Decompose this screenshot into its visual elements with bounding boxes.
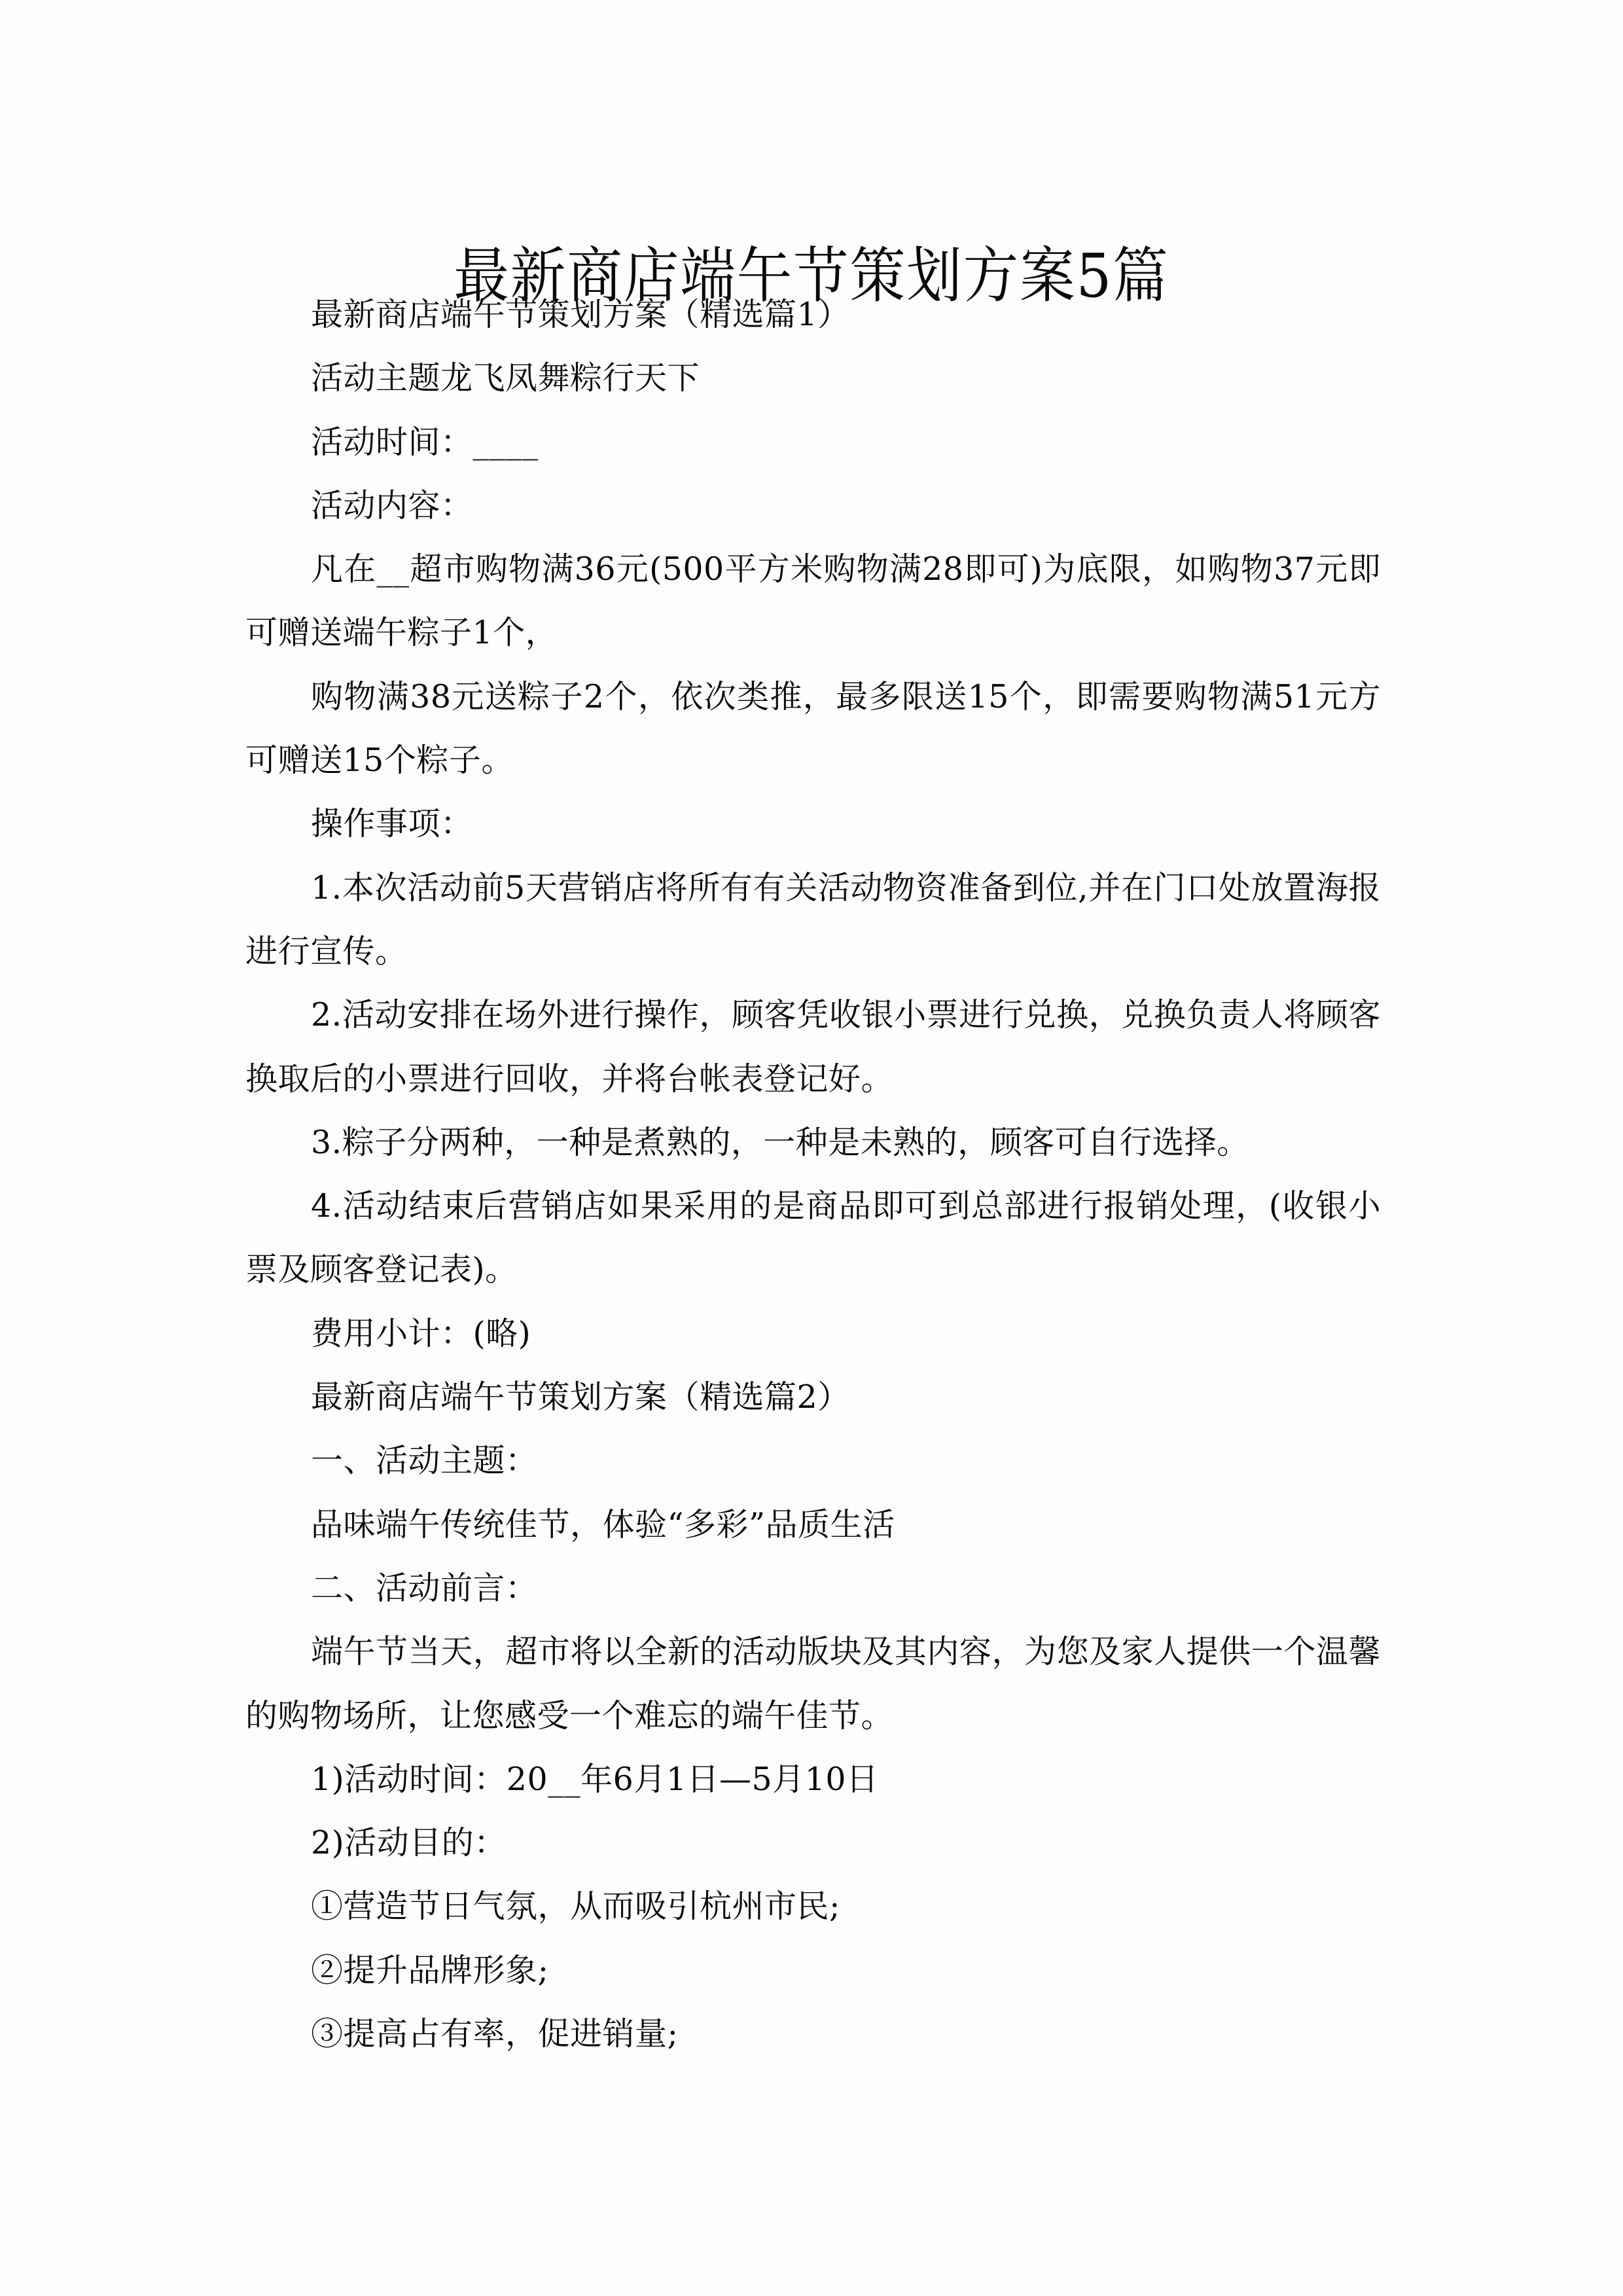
activity-time: 活动时间：____ — [311, 423, 539, 461]
operation-item-2: 2.活动安排在场外进行操作，顾客凭收银小票进行兑换，兑换负责人将顾客换取后的小票进行回收，并将台帐表登记好。 — [245, 996, 1381, 1098]
preface-text: 端午节当天，超市将以全新的活动版块及其内容，为您及家人提供一个温馨的购物场所，让您感受一个难忘的端午佳节。 — [245, 1633, 1381, 1734]
document-title: 最新商店端午节策划方案5篇 — [454, 240, 1169, 311]
purpose-item-1: ①营造节日气氛，从而吸引杭州市民; — [311, 1888, 841, 1926]
activity-theme: 活动主题龙飞凤舞粽行天下 — [311, 359, 700, 397]
operation-item-3: 3.粽子分两种，一种是煮熟的，一种是未熟的，顾客可自行选择。 — [311, 1123, 1249, 1161]
purpose-item-2: ②提升品牌形象; — [311, 1951, 549, 1989]
operation-item-4: 4.活动结束后营销店如果采用的是商品即可到总部进行报销处理，(收银小票及顾客登记表)。 — [245, 1187, 1381, 1289]
activity-purpose-heading: 2)活动目的： — [311, 1824, 507, 1862]
operation-item-1: 1.本次活动前5天营销店将所有有关活动物资准备到位,并在门口处放置海报进行宣传。 — [245, 869, 1381, 970]
operation-notes-label: 操作事项： — [311, 805, 473, 843]
activity-time-range: 1)活动时间：20__年6月1日—5月10日 — [311, 1760, 879, 1798]
cost-subtotal: 费用小计：(略) — [311, 1314, 531, 1352]
section-heading-1: 最新商店端午节策划方案（精选篇1） — [311, 296, 850, 333]
preface-heading: 二、活动前言： — [311, 1569, 538, 1607]
activity-content-label: 活动内容： — [311, 486, 473, 524]
theme-text: 品味端午传统佳节，体验“多彩”品质生活 — [311, 1505, 895, 1543]
purpose-item-3: ③提高占有率，促进销量; — [311, 2015, 679, 2053]
document-body — [245, 283, 1381, 2066]
section-heading-2: 最新商店端午节策划方案（精选篇2） — [311, 1378, 850, 1416]
paragraph-purchase-rule-2: 购物满38元送粽子2个，依次类推，最多限送15个，即需要购物满51元方可赠送15个粽子。 — [245, 677, 1381, 780]
paragraph-purchase-rule-1: 凡在__超市购物满36元(500平方米购物满28即可)为底限，如购物37元即可赠送端午粽子1个， — [245, 550, 1381, 652]
theme-heading: 一、活动主题： — [311, 1442, 538, 1480]
